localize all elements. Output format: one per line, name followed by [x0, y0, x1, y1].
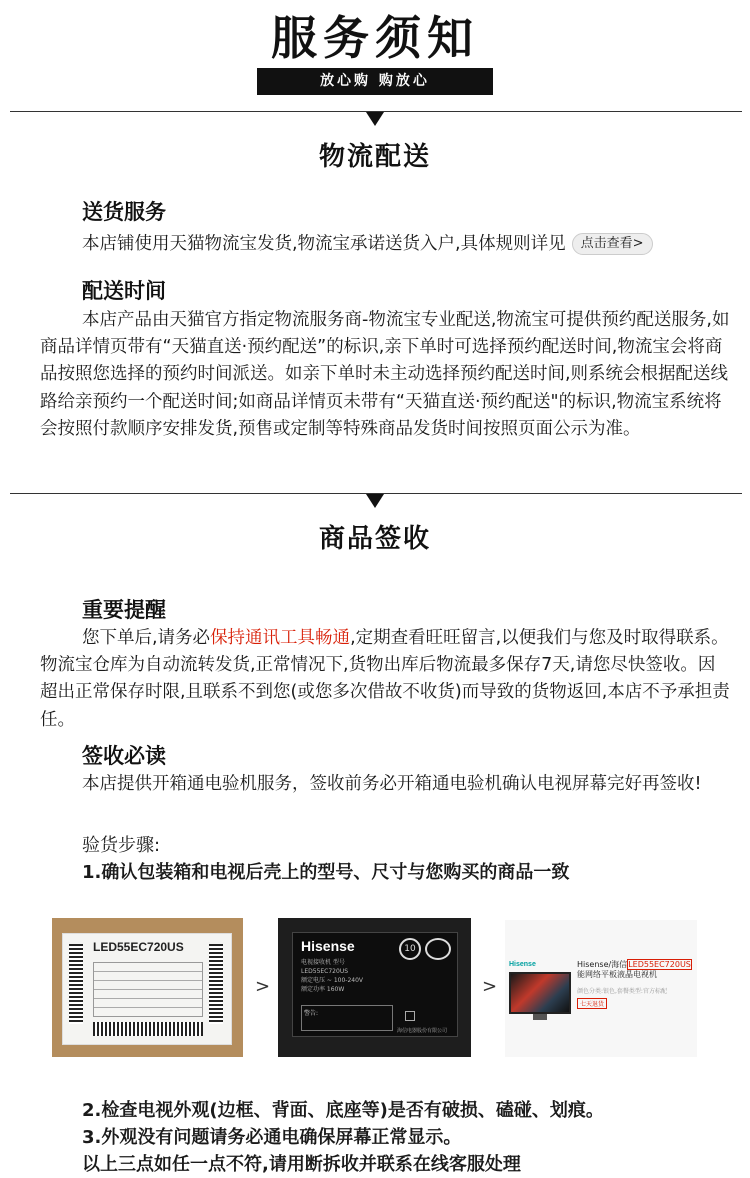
reminder-text-end: ,定期查看旺旺留言,以便我们与您及时取得联系。物流宝仓库为自动流转发货,正常情况下,货物出库后物流最多保存7天,请您尽快签收。因超出正常保存时限,且联系不到您(或您多次借故不收货)而导致的货物返回,本店不予承担责任。	[40, 628, 730, 730]
product-listing-photo	[505, 920, 697, 1057]
delivery-service-body: 本店铺使用天猫物流宝发货,物流宝承诺送货入户,具体规则详见	[82, 234, 566, 254]
box-model-label: LED55EC720US	[93, 940, 184, 954]
back-panel-photo	[278, 918, 471, 1057]
inspection-step-3: 3.外观没有问题请务必通电确保屏幕正常显示。	[82, 1127, 462, 1148]
warning-label: 警告:	[304, 1010, 319, 1017]
arrow-separator: >	[255, 976, 271, 997]
delivery-service-heading: 送货服务	[82, 200, 166, 224]
arrow-down-icon	[366, 112, 384, 126]
listing-title-rest: 能网络平板液晶电视机	[577, 970, 657, 979]
double-insulation-icon	[405, 1011, 415, 1021]
return-policy-badge: 七天退货	[577, 998, 607, 1009]
delivery-time-heading: 配送时间	[82, 279, 166, 303]
arrow-down-icon	[366, 494, 384, 508]
listing-brand: Hisense/海信	[577, 960, 628, 969]
rating-plate	[292, 932, 458, 1037]
view-rules-button[interactable]: 点击查看>	[572, 233, 653, 255]
plate-specs	[301, 958, 363, 994]
header-banner: 放心购 购放心	[257, 68, 493, 95]
page-title: 服务须知	[271, 11, 479, 65]
spec-table	[93, 962, 203, 1017]
reminder-text	[40, 625, 730, 734]
delivery-service-text	[82, 231, 653, 258]
inspection-label: 验货步骤:	[82, 835, 161, 856]
receipt-section-title: 商品签收	[318, 524, 431, 554]
plate-line: 电视接收机 型号	[301, 959, 345, 966]
ccc-icon	[425, 938, 451, 960]
tv-product-image	[509, 972, 571, 1014]
inspection-step-2: 2.检查电视外观(边框、背面、底座等)是否有破损、磕碰、划痕。	[82, 1100, 604, 1121]
listing-title[interactable]	[577, 960, 695, 980]
plate-line: 额定电压 ~ 100-240V	[301, 977, 364, 984]
logistics-section-title: 物流配送	[318, 142, 431, 172]
inspection-step-4: 以上三点如任一点不符,请用断拆收并联系在线客服处理	[82, 1154, 521, 1175]
reminder-highlight: 保持通讯工具畅通	[210, 628, 351, 648]
tv-stand	[533, 1014, 547, 1020]
box-label-photo	[52, 918, 243, 1057]
certification-icon: 10	[399, 938, 421, 960]
hisense-logo: Hisense	[301, 938, 355, 954]
manufacturer-label: 海信电器股份有限公司	[397, 1028, 448, 1034]
barcode-icon	[209, 944, 223, 1024]
plate-model: LED55EC720US	[301, 968, 349, 975]
reminder-text-start: 您下单后,请务必	[82, 628, 211, 648]
arrow-separator: >	[482, 976, 498, 997]
listing-model-highlight: LED55EC720US	[628, 960, 691, 969]
must-read-heading: 签收必读	[82, 744, 166, 768]
hisense-logo: Hisense	[509, 961, 536, 968]
warning-box	[301, 1005, 393, 1031]
inspection-step-1: 1.确认包装箱和电视后壳上的型号、尺寸与您购买的商品一致	[82, 862, 570, 883]
box-sticker	[62, 933, 232, 1045]
listing-meta: 颜色分类:银色,套餐类型:官方标配	[577, 988, 667, 995]
must-read-text: 本店提供开箱通电验机服务，签收前务必开箱通电验机确认电视屏幕完好再签收!	[82, 774, 702, 794]
barcode-icon	[93, 1022, 203, 1036]
delivery-time-text: 本店产品由天猫官方指定物流服务商-物流宝专业配送,物流宝可提供预约配送服务,如商品详情页带有“天猫直送·预约配送”的标识,亲下单时可选择预约配送时间,物流宝会将商品按照您选择的预约时间派送。如亲下单时未主动选择预约配送时间,则系统会根据配送线路给亲预约一个配送时间;如商品详情页未带有“天猫直送·预约配送"的标识,物流宝系统将会按照付款顺序安排发货,预售或定制等特殊商品发货时间按照页面公示为准。	[40, 310, 730, 439]
reminder-heading: 重要提醒	[82, 598, 166, 622]
barcode-icon	[69, 944, 83, 1024]
plate-line: 额定功率 160W	[301, 986, 345, 993]
